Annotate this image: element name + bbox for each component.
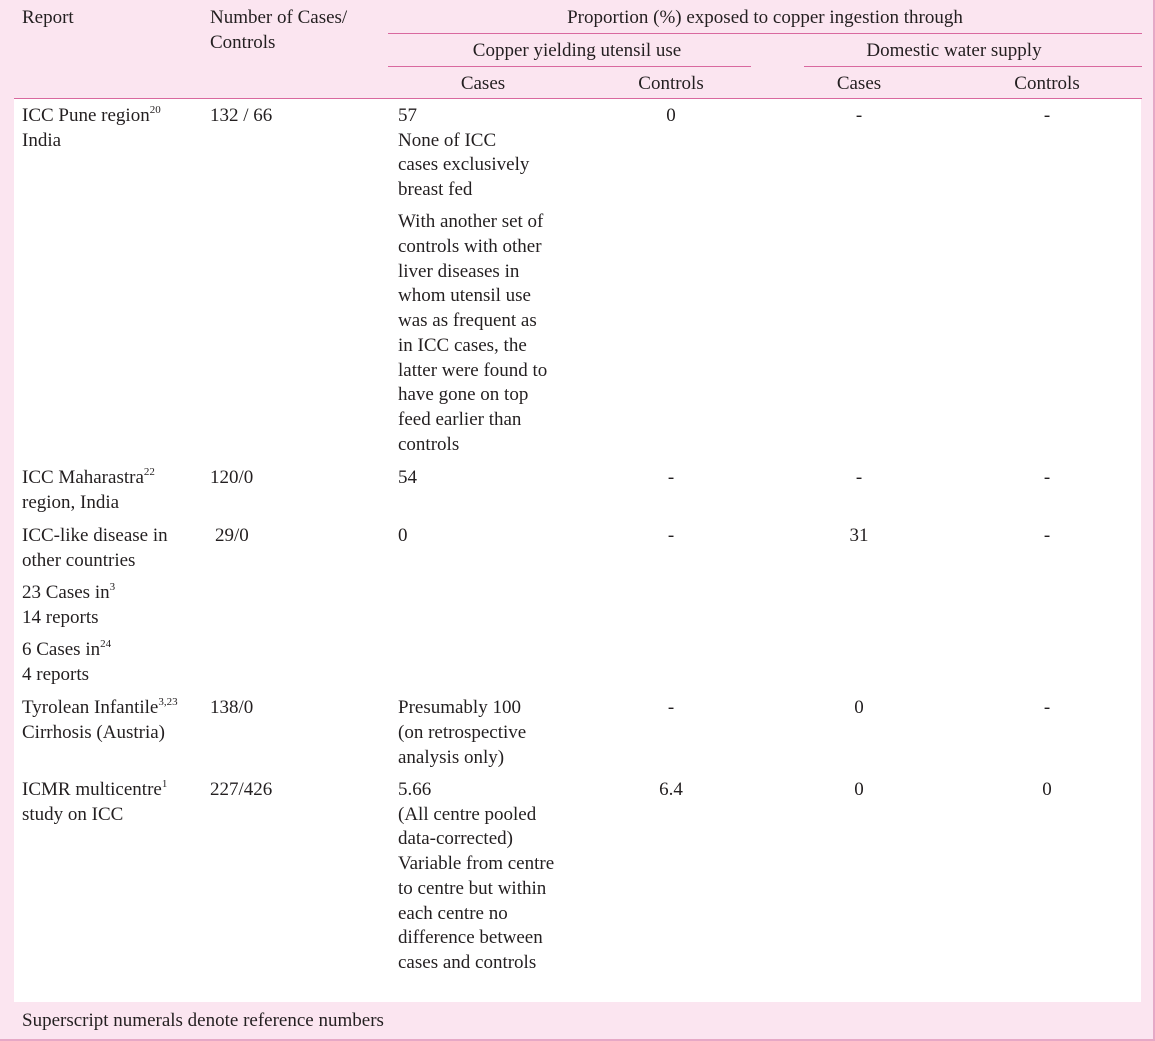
row0-utensil-cases-l1: None of ICC [398,130,497,151]
col-header-utensil-controls: Controls [638,73,704,94]
row2-sub1-line2: 4 reports [22,664,90,685]
row2-water-cases: 31 [849,525,869,546]
row4-water-controls: 0 [1042,779,1052,800]
row0-utensil-extra-l6: latter were found to [398,360,548,381]
row3-utensil-cases-l1: (on retrospective [398,722,527,743]
row2-number: 29/0 [215,525,249,546]
row1-water-controls: - [1043,467,1051,488]
row2-sub1-line1: 6 Cases $in^{24}$ [22,637,112,660]
table-body-panel [14,99,1141,1002]
row3-report-line1: Tyrolean Infantile$^{3,23}$ [22,695,178,718]
row0-report-line1: ICC Pune region$^{20}$ [22,103,161,126]
row4-utensil-cases-l7: cases and controls [398,952,537,973]
row4-number: 227/426 [210,779,273,800]
row1-report-line2: region, India [22,492,120,513]
row1-number: 120/0 [210,467,254,488]
row4-water-cases: 0 [854,779,864,800]
row4-report-line2: study on ICC [22,804,124,825]
row0-water-cases: - [855,105,863,126]
row1-utensil-cases-l0: 54 [398,467,417,488]
col-header-proportion: Proportion (%) exposed to copper ingestion through [567,7,963,28]
row2-water-controls: - [1043,525,1051,546]
row3-utensil-cases-l2: analysis only) [398,747,505,768]
row3-report-line2: Cirrhosis (Austria) [22,722,166,743]
row0-utensil-extra-l4: was as frequent as [398,310,537,331]
col-header-report: Report [22,7,74,28]
table-footnote: Superscript numerals denote reference numbers [22,1010,384,1031]
row0-water-controls: - [1043,105,1051,126]
row1-utensil-controls: - [667,467,675,488]
row0-utensil-extra-l5: in ICC cases, the [398,335,527,356]
row2-report-line1: ICC-like disease in [22,525,168,546]
row4-report-line1: ICMR multicentre$^1$ [22,777,168,800]
row3-utensil-cases-l0: Presumably 100 [398,697,521,718]
header-rule-water [804,66,1142,67]
row3-water-cases: 0 [854,697,864,718]
row4-utensil-cases-l2: data-corrected) [398,828,513,849]
row0-utensil-extra-l2: liver diseases in [398,261,520,282]
row0-utensil-extra-l0: With another set of [398,211,544,232]
row4-utensil-controls: 6.4 [659,779,683,800]
row0-number: 132 / 66 [210,105,273,126]
row2-sub0-line2: 14 reports [22,607,99,628]
row0-utensil-extra-l9: controls [398,434,460,455]
row2-utensil-cases-l0: 0 [398,525,408,546]
header-rule-bottom [14,98,1142,99]
header-rule-utensil [388,66,751,67]
row0-utensil-controls: 0 [666,105,676,126]
row4-utensil-cases-l5: each centre no [398,903,508,924]
row3-utensil-controls: - [667,697,675,718]
row0-utensil-extra-l8: feed earlier than [398,409,522,430]
row0-utensil-extra-l7: have gone on top [398,384,529,405]
row0-utensil-cases-l2: cases exclusively [398,154,530,175]
row4-utensil-cases-l6: difference between [398,927,543,948]
row3-water-controls: - [1043,697,1051,718]
col-header-water-cases: Cases [836,73,882,94]
row4-utensil-cases-l0: 5.66 [398,779,432,800]
row0-utensil-extra-l1: controls with other [398,236,542,257]
row2-utensil-controls: - [667,525,675,546]
row3-number: 138/0 [210,697,254,718]
col-header-utensil-group: Copper yielding utensil use [472,40,682,61]
row1-report-line1: ICC Maharastra$^{22}$ [22,465,155,488]
row2-report-line2: other countries [22,550,136,571]
col-header-water-group: Domestic water supply [866,40,1042,61]
row0-utensil-cases-l0: 57 [398,105,417,126]
row2-sub0-line1: 23 Cases $in^3$ [22,580,116,603]
row0-utensil-cases-l3: breast fed [398,179,473,200]
col-header-utensil-cases: Cases [460,73,506,94]
row0-utensil-extra-l3: whom utensil use [398,285,531,306]
col-header-number-line2: Controls [210,32,276,53]
row4-utensil-cases-l4: to centre but within [398,878,547,899]
col-header-water-controls: Controls [1014,73,1080,94]
header-rule-top [388,33,1142,34]
row4-utensil-cases-l3: Variable from centre [398,853,555,874]
row0-report-line2: India [22,130,62,151]
row1-water-cases: - [855,467,863,488]
row4-utensil-cases-l1: (All centre pooled [398,804,537,825]
col-header-number-line1: Number of Cases/ [210,7,348,28]
